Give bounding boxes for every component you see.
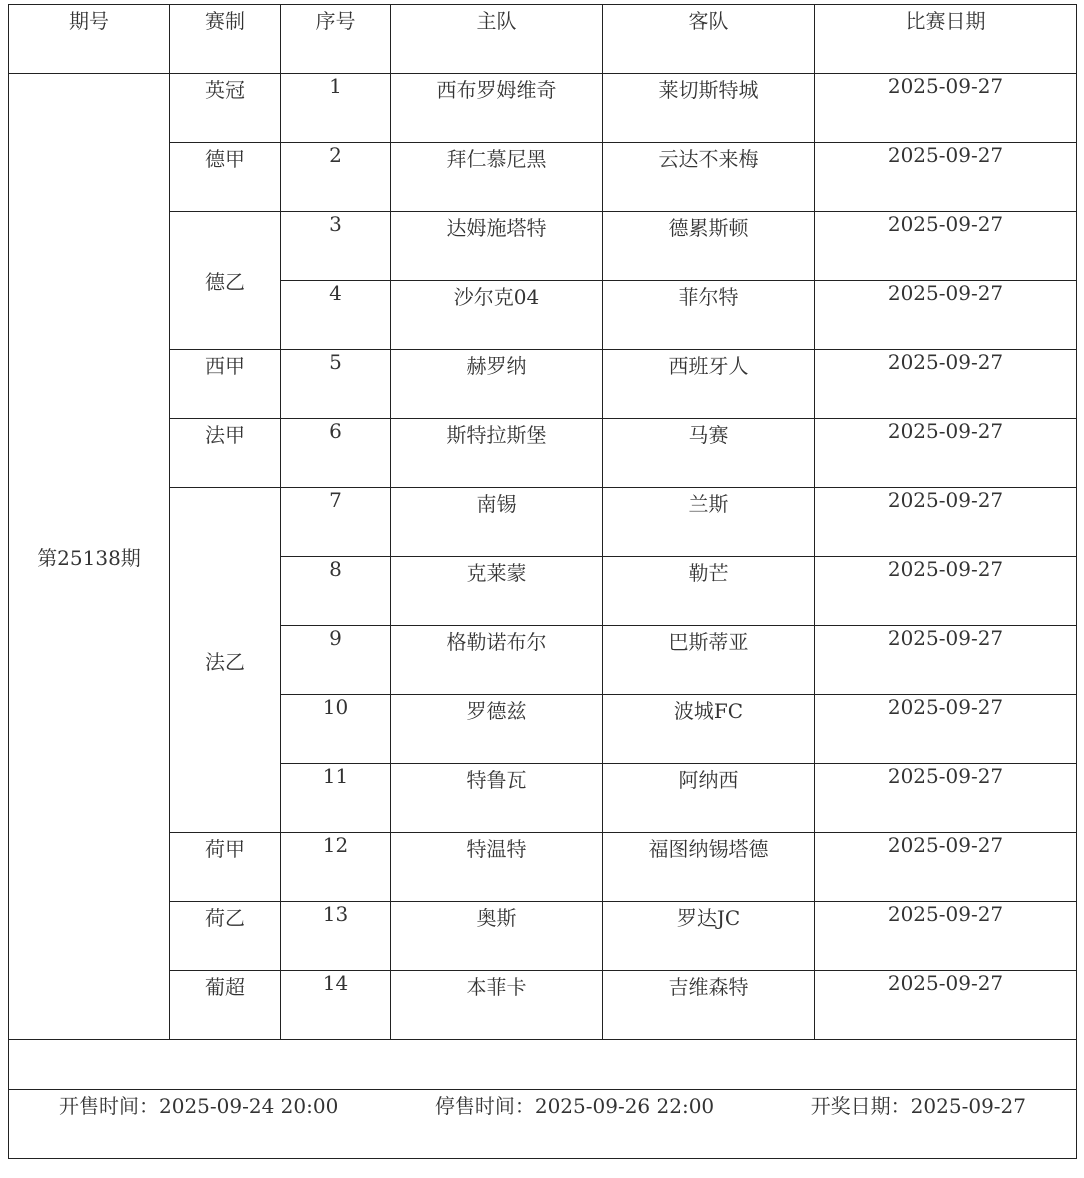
match-date-cell: 2025-09-27 [815, 695, 1077, 764]
league-cell: 德乙 [170, 212, 281, 350]
league-cell: 荷甲 [170, 833, 281, 902]
match-date-cell: 2025-09-27 [815, 902, 1077, 971]
home-team-cell: 沙尔克04 [391, 281, 603, 350]
seq-cell: 3 [281, 212, 391, 281]
match-date-cell: 2025-09-27 [815, 350, 1077, 419]
seq-cell: 9 [281, 626, 391, 695]
away-team-cell: 巴斯蒂亚 [603, 626, 815, 695]
table-row [9, 143, 1077, 212]
sale-info [9, 1090, 1076, 1119]
seq-cell: 8 [281, 557, 391, 626]
match-date-cell: 2025-09-27 [815, 833, 1077, 902]
away-team-cell: 马赛 [603, 419, 815, 488]
header-seq: 序号 [281, 5, 391, 74]
match-date-cell: 2025-09-27 [815, 971, 1077, 1040]
away-team-cell: 云达不来梅 [603, 143, 815, 212]
away-team-cell: 福图纳锡塔德 [603, 833, 815, 902]
match-date-cell: 2025-09-27 [815, 281, 1077, 350]
away-team-cell: 兰斯 [603, 488, 815, 557]
away-team-cell: 菲尔特 [603, 281, 815, 350]
match-date-cell: 2025-09-27 [815, 143, 1077, 212]
away-team-cell: 吉维森特 [603, 971, 815, 1040]
sale-info-row [9, 1090, 1077, 1159]
away-team-cell: 勒芒 [603, 557, 815, 626]
seq-cell: 2 [281, 143, 391, 212]
seq-cell: 4 [281, 281, 391, 350]
issue-number: 第25138期 [9, 74, 170, 1040]
match-date-cell: 2025-09-27 [815, 764, 1077, 833]
home-team-cell: 赫罗纳 [391, 350, 603, 419]
sale-stop-time: 停售时间：2025-09-26 22:00 [434, 1094, 715, 1118]
table-row [9, 350, 1077, 419]
seq-cell: 1 [281, 74, 391, 143]
sale-start-time: 开售时间：2025-09-24 20:00 [59, 1094, 339, 1118]
league-cell: 英冠 [170, 74, 281, 143]
seq-cell: 12 [281, 833, 391, 902]
league-cell: 西甲 [170, 350, 281, 419]
home-team-cell: 拜仁慕尼黑 [391, 143, 603, 212]
match-date-cell: 2025-09-27 [815, 626, 1077, 695]
table-row [9, 971, 1077, 1040]
table-row [9, 74, 1077, 143]
header-issue: 期号 [9, 5, 170, 74]
home-team-cell: 西布罗姆维奇 [391, 74, 603, 143]
home-team-cell: 克莱蒙 [391, 557, 603, 626]
league-cell: 德甲 [170, 143, 281, 212]
table-header-row [9, 5, 1077, 74]
home-team-cell: 特温特 [391, 833, 603, 902]
away-team-cell: 德累斯顿 [603, 212, 815, 281]
league-cell: 法乙 [170, 488, 281, 833]
sale-info-cell [9, 1090, 1077, 1159]
home-team-cell: 本菲卡 [391, 971, 603, 1040]
match-date-cell: 2025-09-27 [815, 419, 1077, 488]
header-away: 客队 [603, 5, 815, 74]
seq-cell: 10 [281, 695, 391, 764]
table-row [9, 488, 1077, 557]
away-team-cell: 罗达JC [603, 902, 815, 971]
match-date-cell: 2025-09-27 [815, 74, 1077, 143]
blank-cell [9, 1040, 1077, 1090]
league-cell: 法甲 [170, 419, 281, 488]
away-team-cell: 阿纳西 [603, 764, 815, 833]
seq-cell: 11 [281, 764, 391, 833]
header-home: 主队 [391, 5, 603, 74]
table-row [9, 419, 1077, 488]
home-team-cell: 奥斯 [391, 902, 603, 971]
match-date-cell: 2025-09-27 [815, 557, 1077, 626]
home-team-cell: 格勒诺布尔 [391, 626, 603, 695]
blank-spacer-row [9, 1040, 1077, 1090]
table-row [9, 212, 1077, 281]
home-team-cell: 达姆施塔特 [391, 212, 603, 281]
home-team-cell: 特鲁瓦 [391, 764, 603, 833]
table-row [9, 833, 1077, 902]
seq-cell: 6 [281, 419, 391, 488]
home-team-cell: 南锡 [391, 488, 603, 557]
seq-cell: 7 [281, 488, 391, 557]
header-date: 比赛日期 [815, 5, 1077, 74]
match-date-cell: 2025-09-27 [815, 488, 1077, 557]
away-team-cell: 莱切斯特城 [603, 74, 815, 143]
away-team-cell: 西班牙人 [603, 350, 815, 419]
seq-cell: 5 [281, 350, 391, 419]
draw-date: 开奖日期：2025-09-27 [810, 1094, 1026, 1118]
league-cell: 荷乙 [170, 902, 281, 971]
table-row [9, 902, 1077, 971]
seq-cell: 13 [281, 902, 391, 971]
away-team-cell: 波城FC [603, 695, 815, 764]
header-league: 赛制 [170, 5, 281, 74]
home-team-cell: 斯特拉斯堡 [391, 419, 603, 488]
match-date-cell: 2025-09-27 [815, 212, 1077, 281]
seq-cell: 14 [281, 971, 391, 1040]
home-team-cell: 罗德兹 [391, 695, 603, 764]
league-cell: 葡超 [170, 971, 281, 1040]
match-schedule-table [8, 4, 1077, 1159]
